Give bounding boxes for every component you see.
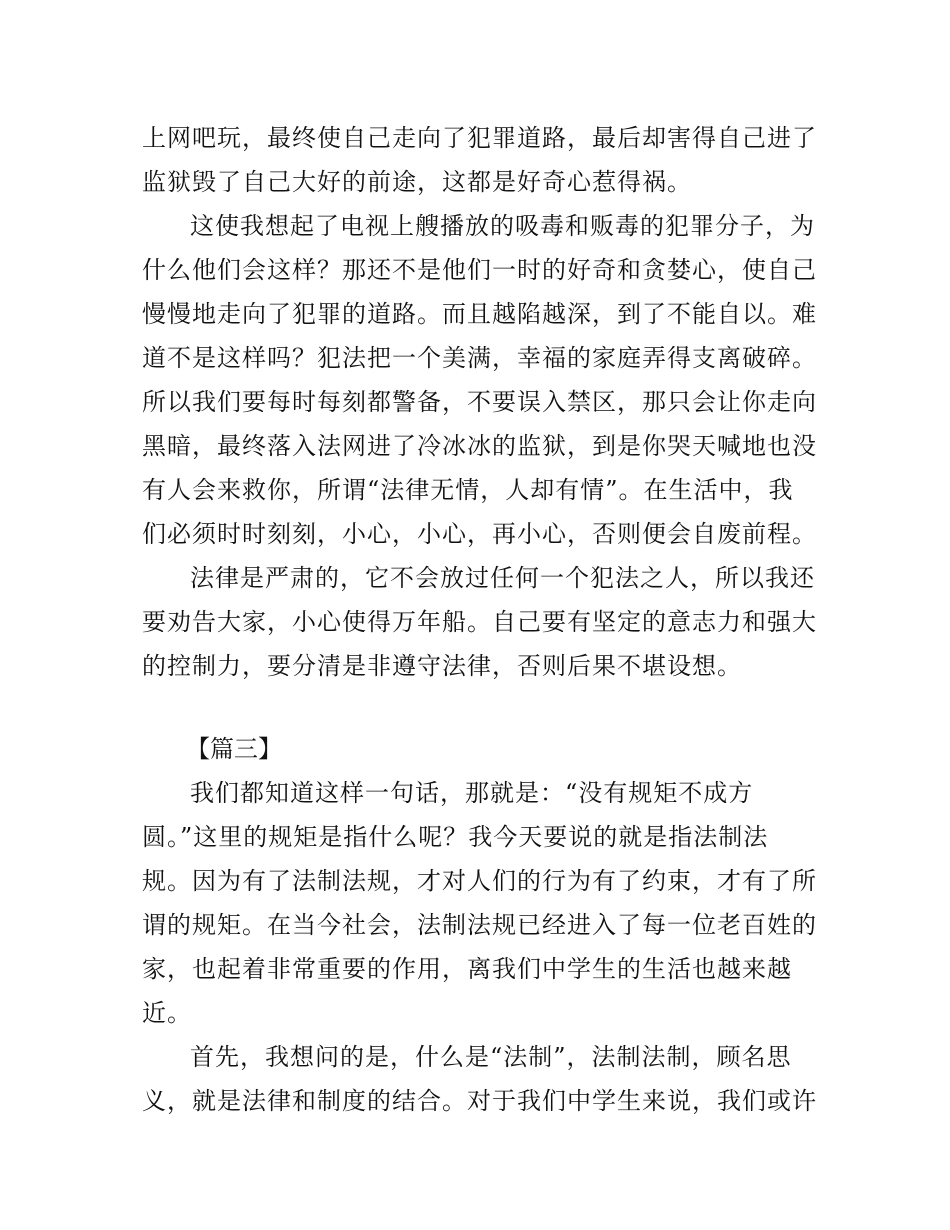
paragraph-line: 近。: [142, 999, 192, 1027]
paragraph-line: 谓的规矩。在当今社会，法制法规已经进入了每一位老百姓的: [142, 911, 817, 939]
paragraph-line: 首先，我想问的是，什么是“法制”，法制法制，顾名思: [190, 1043, 792, 1071]
paragraph-line: 规。因为有了法制法规，才对人们的行为有了约束，才有了所: [142, 867, 817, 895]
essay-section-continuation: [142, 116, 817, 688]
paragraph-line: 有人会来救你，所谓“法律无情，人却有情”。在生活中，我: [142, 476, 794, 504]
paragraph-line: 道不是这样吗？犯法把一个美满，幸福的家庭弄得支离破碎。: [142, 344, 817, 372]
paragraph-line: 什么他们会这样？那还不是他们一时的好奇和贪婪心，使自己: [142, 256, 817, 284]
paragraph-line: 上网吧玩，最终使自己走向了犯罪道路，最后却害得自己进了: [142, 124, 817, 152]
paragraph-line: 家，也起着非常重要的作用，离我们中学生的生活也越来越: [142, 955, 792, 983]
paragraph-line: 我们都知道这样一句话，那就是：“没有规矩不成方: [190, 779, 754, 807]
paragraph-line: 黑暗，最终落入法网进了冷冰冰的监狱，到是你哭天喊地也没: [142, 432, 817, 460]
paragraph-line: 的控制力，要分清是非遵守法律，否则后果不堪设想。: [142, 652, 742, 680]
paragraph-line: 义，就是法律和制度的结合。对于我们中学生来说，我们或许: [142, 1087, 817, 1115]
paragraph-line: 要劝告大家，小心使得万年船。自己要有坚定的意志力和强大: [142, 608, 817, 636]
paragraph-line: 监狱毁了自己大好的前途，这都是好奇心惹得祸。: [142, 168, 692, 196]
paragraph-line: 慢慢地走向了犯罪的道路。而且越陷越深，到了不能自以。难: [142, 300, 817, 328]
paragraph-line: 圆。”这里的规矩是指什么呢？我今天要说的就是指法制法: [142, 823, 769, 851]
section-heading: 【篇三】: [186, 735, 282, 763]
paragraph-line: 们必须时时刻刻，小心，小心，再小心，否则便会自废前程。: [142, 520, 817, 548]
paragraph-line: 法律是严肃的，它不会放过任何一个犯法之人，所以我还: [190, 564, 815, 592]
paragraph-line: 所以我们要每时每刻都警备，不要误入禁区，那只会让你走向: [142, 388, 817, 416]
essay-section-three: [142, 771, 817, 1123]
paragraph-line: 这使我想起了电视上艘播放的吸毒和贩毒的犯罪分子，为: [190, 212, 815, 240]
